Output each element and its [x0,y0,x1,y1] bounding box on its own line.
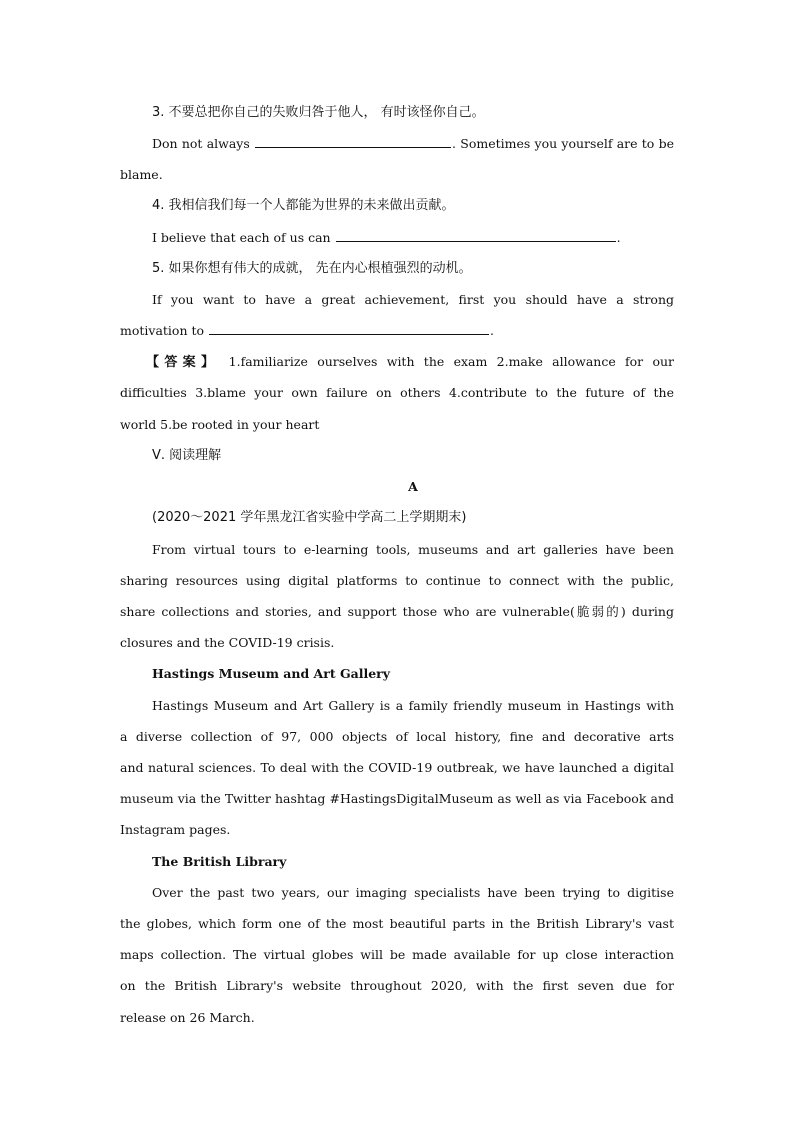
item-5-chinese: 5. 如果你想有伟大的成就， 先在内心根植强烈的动机。 [152,261,472,276]
item-3-text-before: Don not always [152,136,250,151]
item-3-answer-blank[interactable] [255,135,451,148]
intro-line-4: closures and the COVID-19 crisis. [120,635,335,650]
item-4-text-before: I believe that each of us can [152,230,331,245]
item-3-english-continued: blame. [120,167,163,182]
item-5-text-after: . [490,323,495,338]
section-title-hastings: Hastings Museum and Art Gallery [152,666,391,681]
item-3-chinese: 3. 不要总把你自己的失败归咎于他人， 有时该怪你自己。 [152,105,485,120]
library-line-5: release on 26 March. [120,1010,255,1025]
library-line-2: the globes, which form one of the most beautiful parts in the British Library's vast [120,916,674,931]
library-line-3: maps collection. The virtual globes will be made available for up close interaction [120,947,674,962]
passage-source: (2020～2021 学年黑龙江省实验中学高二上学期期末) [152,510,467,525]
item-4-answer-blank[interactable] [336,229,616,242]
section-title-british-library: The British Library [152,854,287,869]
hastings-line-5: Instagram pages. [120,822,231,837]
item-5-answer-blank[interactable] [209,322,489,335]
intro-line-3: share collections and stories, and support those who are vulnerable(脆弱的) during [120,604,674,619]
section-heading: Ⅴ. 阅读理解 [152,448,222,463]
answer-text-1: 1.familiarize ourselves with the exam 2.make allowance for our [228,354,674,369]
intro-line-2: sharing resources using digital platforms to continue to connect with the public, [120,573,674,588]
answer-line-3: world 5.be rooted in your heart [120,417,320,432]
answer-label: 【答案】 [146,355,220,370]
library-line-1: Over the past two years, our imaging specialists have been trying to digitise [152,885,674,900]
item-4-chinese: 4. 我相信我们每一个人都能为世界的未来做出贡献。 [152,198,455,213]
item-4-english [152,229,674,247]
item-3-text-after: . Sometimes you yourself are to be [452,136,674,151]
passage-label: A [408,479,418,494]
hastings-line-1: Hastings Museum and Art Gallery is a family friendly museum in Hastings with [152,698,674,713]
item-3-english [152,135,674,153]
answer-line-2: difficulties 3.blame your own failure on others 4.contribute to the future of the [120,385,674,400]
hastings-line-3: and natural sciences. To deal with the COVID-19 outbreak, we have launched a digital [120,760,674,775]
item-5-english [120,322,674,340]
hastings-line-2: a diverse collection of 97, 000 objects of local history, fine and decorative arts [120,729,674,744]
item-4-text-after: . [616,230,621,245]
library-line-4: on the British Library's website throughout 2020, with the first seven due for [120,978,674,993]
item-5-text-before: motivation to [120,323,205,338]
intro-line-1: From virtual tours to e-learning tools, museums and art galleries have been [152,542,674,557]
answer-line-1 [146,353,674,372]
hastings-line-4: museum via the Twitter hashtag #HastingsDigitalMuseum as well as via Facebook and [120,791,674,806]
item-5-english-first: If you want to have a great achievement, first you should have a strong [152,292,674,307]
